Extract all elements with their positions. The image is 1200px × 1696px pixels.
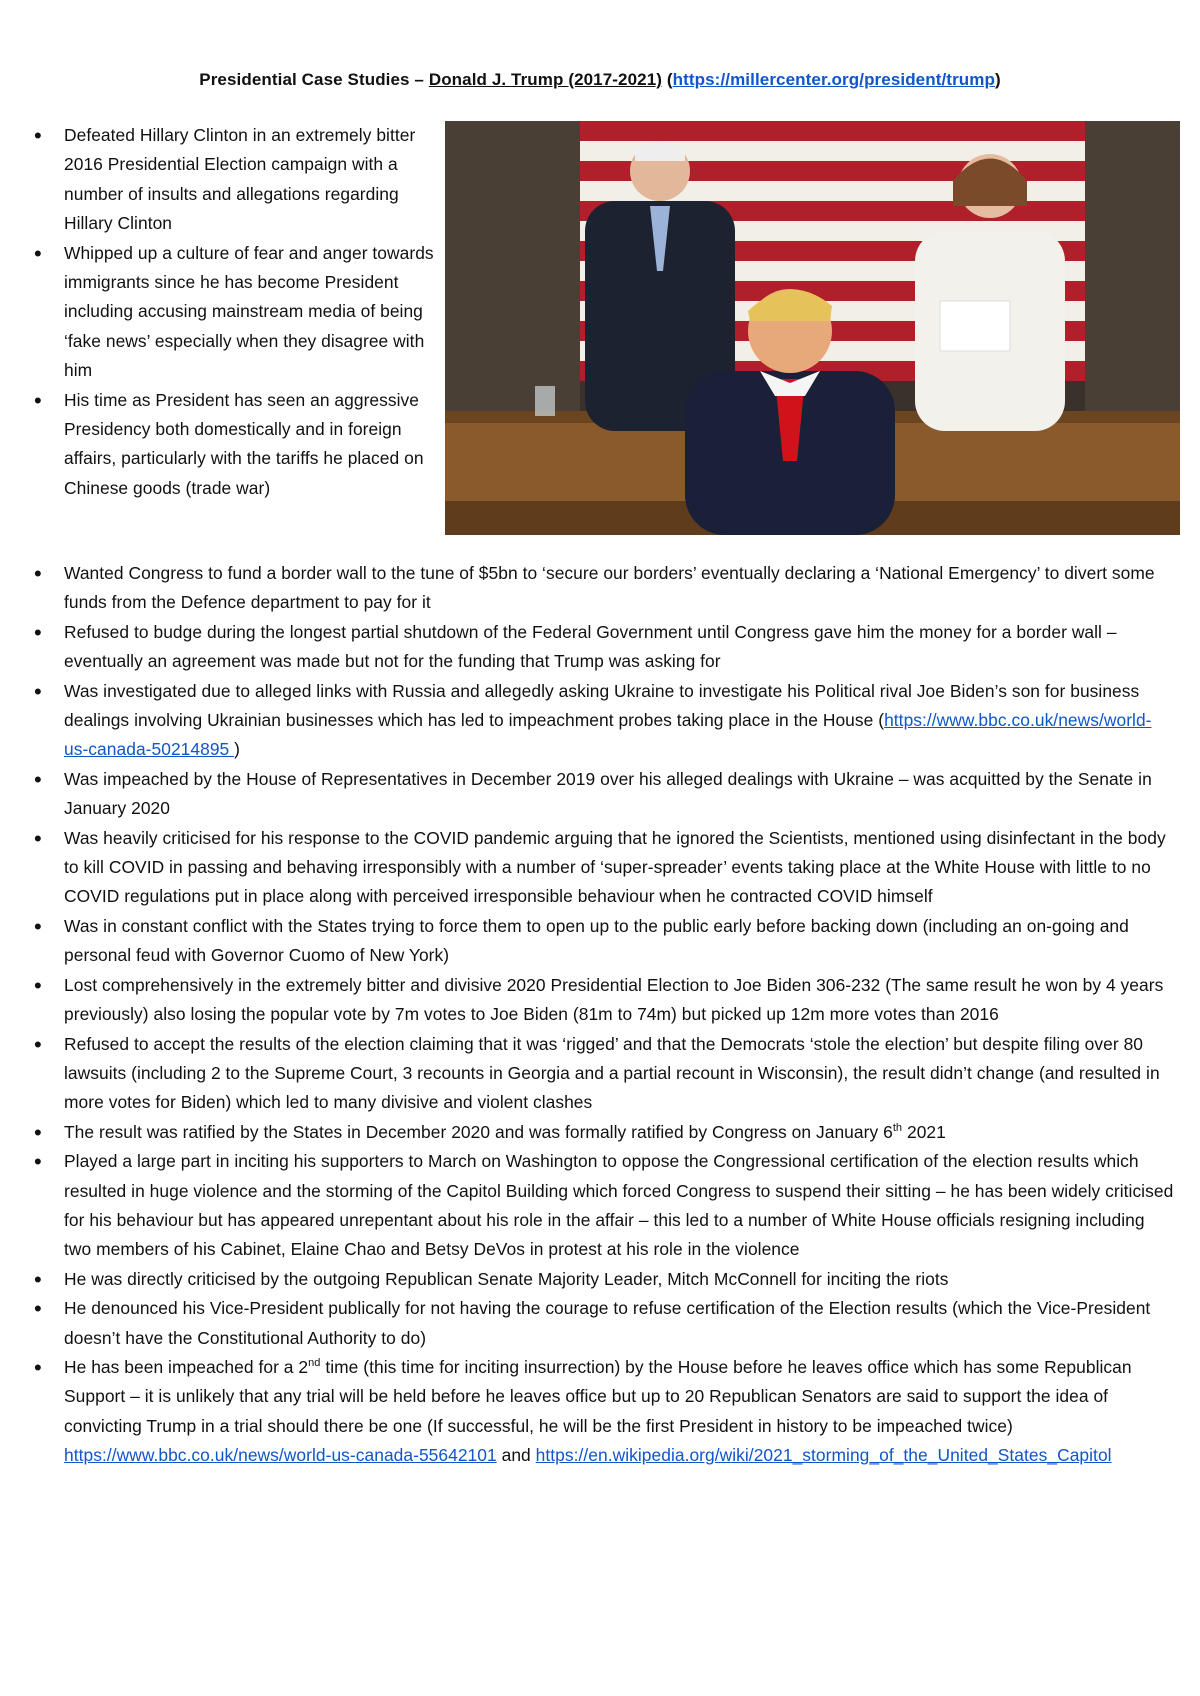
page-title [0,70,1200,90]
bullet-item: • Lost comprehensively in the extremely bitter and divisive 2020 Presidential Election to Joe Biden 306-232 (The same result he won by 4 years previously) also losing the popular vote by 7m votes to Joe Biden (81m to 74m) but picked up 12m more votes than 2016 [34,971,1174,1030]
bullet-item [34,1353,1174,1471]
bbc-link-impeachment-probe[interactable]: https://www.bbc.co.uk/news/world-us-canada-50214895 [64,710,1152,760]
bullet-item: • Defeated Hillary Clinton in an extremely bitter 2016 Presidential Election campaign with a number of insults and allegations regarding Hillary Clinton [34,121,434,239]
millercenter-link[interactable]: https://millercenter.org/president/trump [672,70,995,89]
bullet-text-end: 2021 [902,1121,946,1142]
photo-illustration [445,121,1180,535]
bullet-item: • He denounced his Vice-President publically for not having the courage to refuse certification of the Election results (which the Vice-President doesn’t have the Constitutional Authority to do) [34,1294,1174,1353]
bullet-item: • He was directly criticised by the outgoing Republican Senate Majority Leader, Mitch McConnell for inciting the riots [34,1265,1174,1294]
bullet-item: • Was heavily criticised for his response to the COVID pandemic arguing that he ignored the Scientists, mentioned using disinfectant in the body to kill COVID in passing and behaving irresponsibly with a number of ‘super-spreader’ events taking place at the White House with little to no COVID regulations put in place along with perceived irresponsible behaviour when he contracted COVID himself [34,824,1174,912]
bullet-text: Was investigated due to alleged links with Russia and allegedly asking Ukraine to investigate his Political rival Joe Biden’s son for business dealings involving Ukrainian businesses which has led to impeachment probes taking place in the House ( [64,680,1140,731]
state-of-the-union-photo [445,121,1180,535]
bullet-item: • Whipped up a culture of fear and anger towards immigrants since he has become President including accusing mainstream media of being ‘fake news’ especially when they disagree with him [34,239,434,386]
bullet-item [34,1118,1174,1147]
wikipedia-capitol-storming-link[interactable]: https://en.wikipedia.org/wiki/2021_storming_of_the_United_States_Capitol [535,1445,1112,1466]
superscript: nd [308,1357,321,1370]
superscript: th [892,1121,903,1134]
main-bullet-list [34,559,1174,1471]
bullet-text: He has been impeached for a 2 [64,1356,309,1377]
bullet-text-end: ) [234,739,241,760]
title-prefix: Presidential Case Studies – [199,70,429,89]
bullet-item: • His time as President has seen an aggressive Presidency both domestically and in foreign affairs, particularly with the tariffs he placed on Chinese goods (trade war) [34,386,434,504]
bullet-text-and: and [496,1445,536,1466]
bullet-item: • Was in constant conflict with the States trying to force them to open up to the public early before backing down (including an on-going and personal feud with Governor Cuomo of New York) [34,912,1174,971]
title-close-paren: ) [994,70,1001,89]
bullet-item: • Played a large part in inciting his supporters to March on Washington to oppose the Congressional certification of the election results which resulted in huge violence and the storming of the Capitol Building which forced Congress to suspend their sitting – he has been widely criticised for his behaviour but has appeared unrepentant about his role in the affair – this led to a number of White House officials resigning including two members of his Cabinet, Elaine Chao and Betsy DeVos in protest at his role in the violence [34,1147,1174,1265]
bullet-item: • Wanted Congress to fund a border wall to the tune of $5bn to ‘secure our borders’ eventually declaring a ‘National Emergency’ to divert some funds from the Defence department to pay for it [34,559,1174,618]
top-bullet-list [34,121,434,503]
title-subject: Donald J. Trump (2017-2021) [428,70,663,89]
bullet-text: The result was ratified by the States in December 2020 and was formally ratified by Congress on January 6 [64,1121,893,1142]
bullet-item [34,677,1174,765]
bullet-item: • Refused to accept the results of the election claiming that it was ‘rigged’ and that the Democrats ‘stole the election’ but despite filing over 80 lawsuits (including 2 to the Supreme Court, 3 recounts in Georgia and a partial recount in Wisconsin), the result didn’t change (and resulted in more votes for Biden) which led to many divisive and violent clashes [34,1030,1174,1118]
bullet-item: • Refused to budge during the longest partial shutdown of the Federal Government until Congress gave him the money for a border wall – eventually an agreement was made but not for the funding that Trump was asking for [34,618,1174,677]
bullet-item: • Was impeached by the House of Representatives in December 2019 over his alleged dealings with Ukraine – was acquitted by the Senate in January 2020 [34,765,1174,824]
bbc-link-second-impeachment[interactable]: https://www.bbc.co.uk/news/world-us-canada-55642101 [64,1445,497,1466]
bullet-text-cont: time (this time for inciting insurrection) by the House before he leaves office which has some Republican Support – it is unlikely that any trial will be held before he leaves office but up to 20 Republican Senators are said to support the idea of convicting Trump in a trial should there be one (If successful, he will be the first President in history to be impeached twice) [64,1356,1132,1436]
title-open-paren: ( [662,70,673,89]
